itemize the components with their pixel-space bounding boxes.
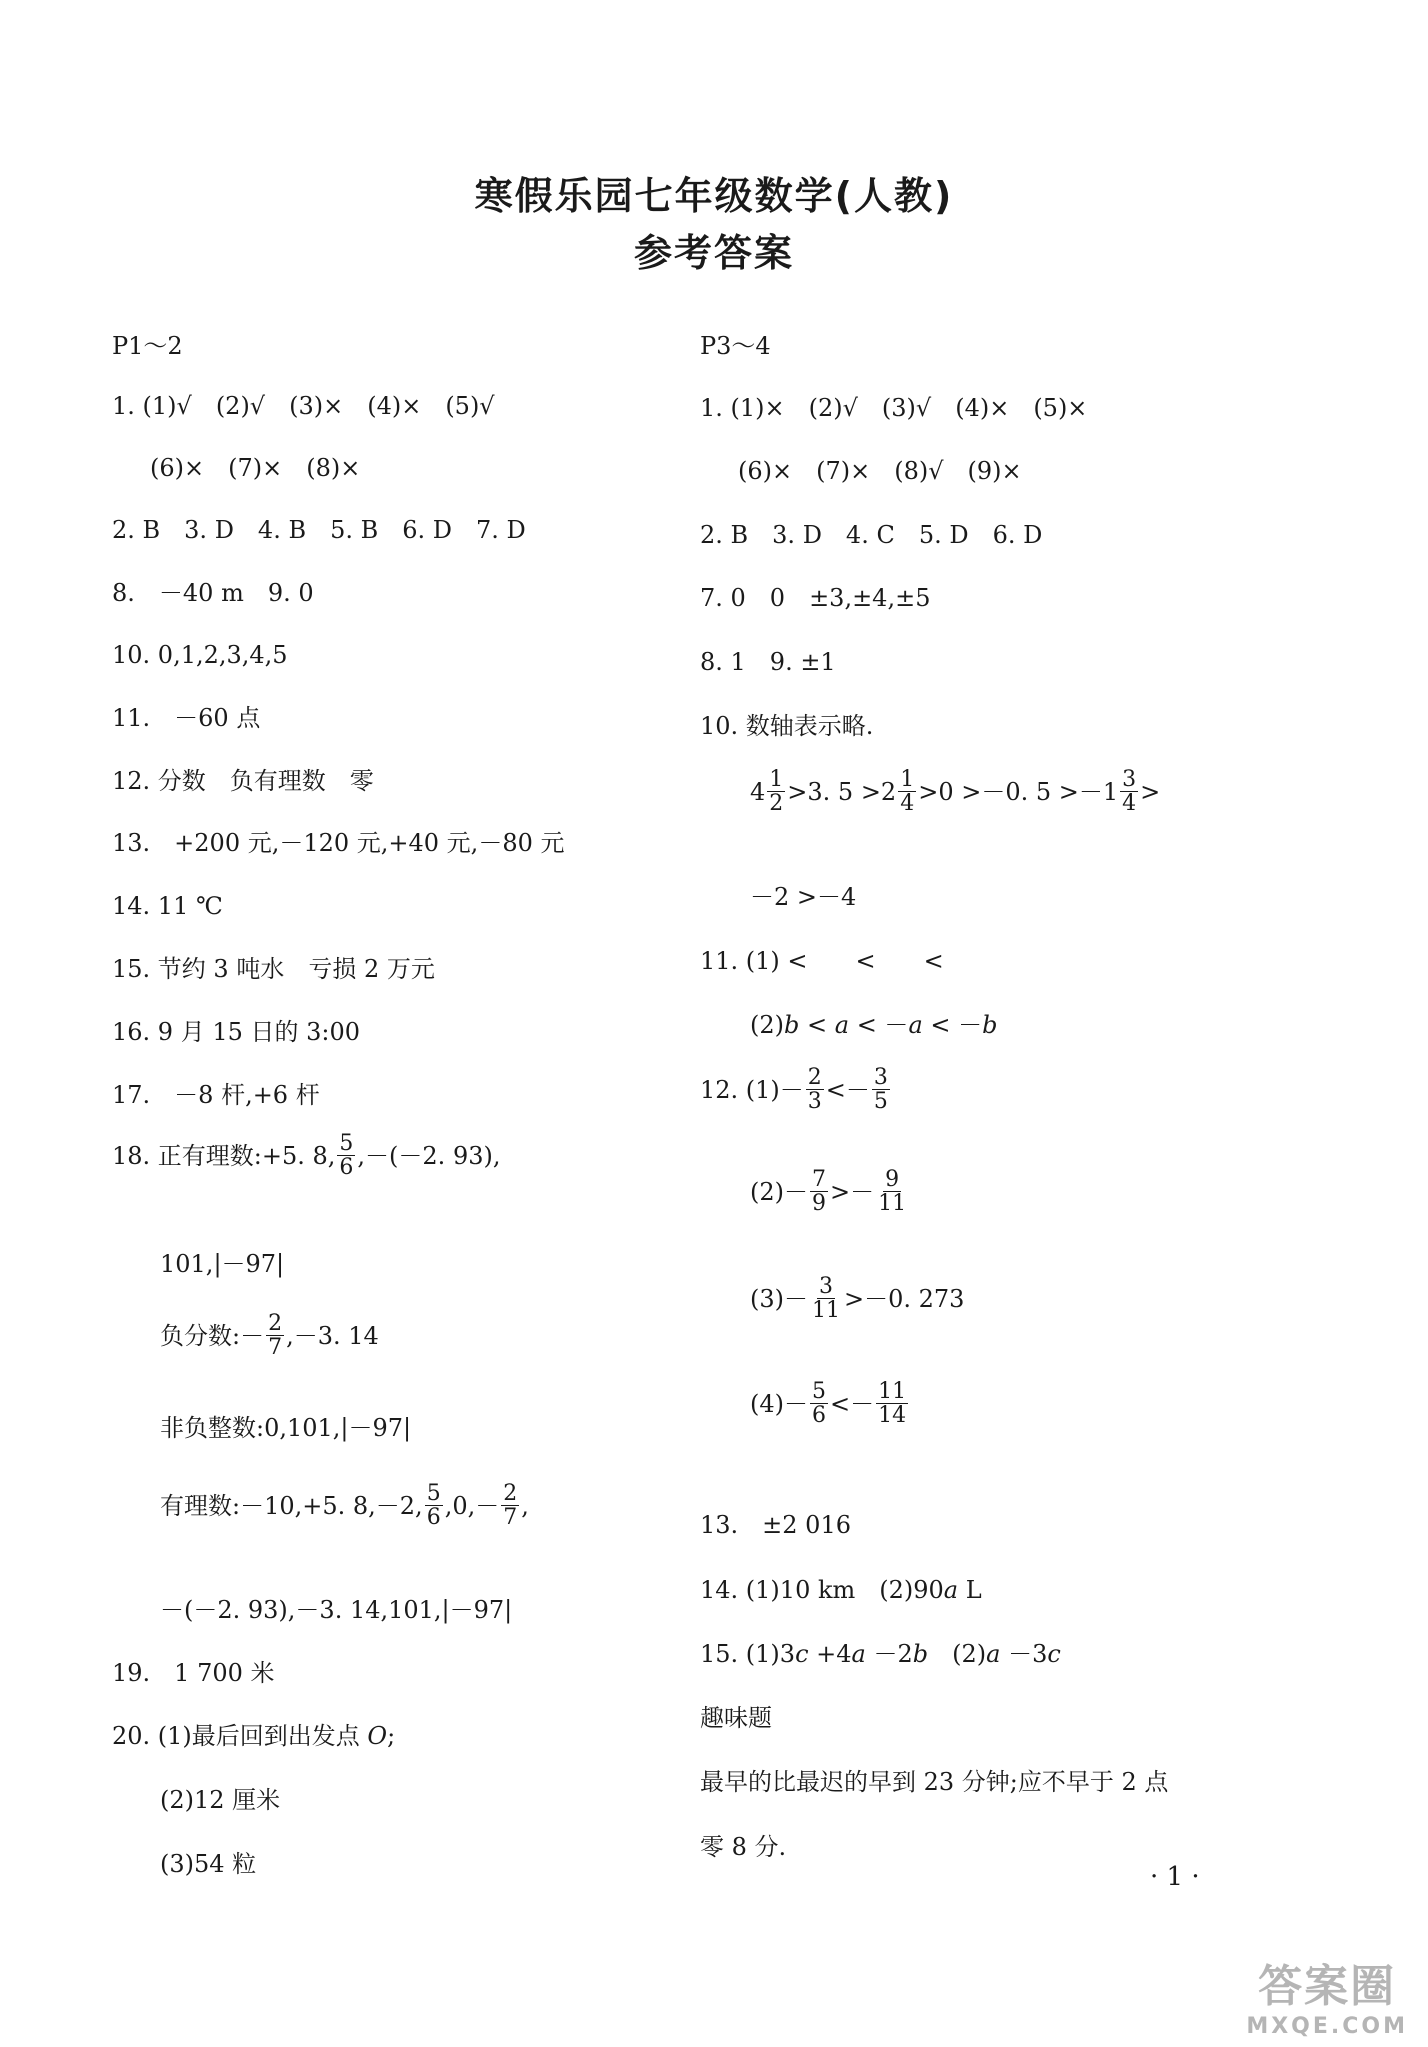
answer-line: (6)× (7)× (8)√ (9)× bbox=[738, 457, 1022, 485]
answer-line bbox=[750, 767, 1161, 817]
watermark-logo: 答案圈 bbox=[1258, 1961, 1397, 2012]
answer-line: 1. (1)× (2)√ (3)√ (4)× (5)× bbox=[700, 394, 1088, 422]
answer-line: (3)54 粒 bbox=[160, 1850, 257, 1878]
variable: b bbox=[784, 1011, 800, 1039]
variable: a bbox=[851, 1640, 866, 1668]
text: ,－3. 14 bbox=[286, 1322, 379, 1351]
text: >－ bbox=[830, 1178, 875, 1207]
answer-line: 零 8 分. bbox=[700, 1833, 787, 1861]
answer-line bbox=[700, 1642, 1061, 1666]
variable: a bbox=[908, 1011, 923, 1039]
fraction bbox=[810, 1168, 828, 1215]
answer-line bbox=[112, 1724, 395, 1748]
variable: b bbox=[982, 1011, 998, 1039]
denominator: 5 bbox=[873, 1089, 888, 1115]
answer-line: 最早的比最迟的早到 23 分钟;应不早于 2 点 bbox=[700, 1768, 1169, 1796]
fraction bbox=[1120, 768, 1138, 815]
text: 20. (1)最后回到出发点 bbox=[112, 1722, 368, 1750]
fraction bbox=[337, 1132, 355, 1179]
variable: b bbox=[912, 1640, 929, 1668]
answer-line: 13. ±2 016 bbox=[700, 1511, 851, 1539]
numerator: 5 bbox=[339, 1131, 354, 1156]
section-header: P3～4 bbox=[700, 332, 771, 360]
text: 负分数:－ bbox=[160, 1322, 265, 1351]
answer-line: 16. 9 月 15 日的 3:00 bbox=[112, 1018, 361, 1046]
variable: a bbox=[834, 1011, 850, 1039]
numerator: 7 bbox=[812, 1167, 826, 1192]
text: , bbox=[521, 1492, 529, 1521]
denominator: 6 bbox=[426, 1505, 441, 1531]
denominator: 2 bbox=[769, 791, 784, 817]
answer-line: 非负整数:0,101,|－97| bbox=[160, 1414, 412, 1442]
denominator: 4 bbox=[900, 791, 915, 817]
variable: c bbox=[795, 1640, 809, 1668]
text: >3. 5 >2 bbox=[787, 778, 897, 807]
section-heading: 趣味题 bbox=[700, 1704, 772, 1732]
answer-line: －2 >－4 bbox=[750, 883, 857, 911]
answer-line bbox=[700, 1065, 892, 1115]
variable: a bbox=[986, 1640, 1001, 1668]
numerator: 1 bbox=[769, 767, 784, 792]
text: L bbox=[958, 1576, 982, 1604]
fraction bbox=[425, 1482, 443, 1529]
text: < － bbox=[922, 1011, 983, 1039]
fraction bbox=[767, 768, 785, 815]
text: －3 bbox=[1000, 1640, 1048, 1668]
answer-line: 10. 数轴表示略. bbox=[700, 712, 874, 740]
answer-line: 17. －8 杆,+6 杆 bbox=[112, 1081, 320, 1109]
answer-line bbox=[750, 1274, 965, 1324]
numerator: 9 bbox=[885, 1167, 900, 1192]
answer-line: 13. +200 元,－120 元,+40 元,－80 元 bbox=[112, 829, 565, 857]
numerator: 3 bbox=[1122, 767, 1137, 792]
text: (3)－ bbox=[750, 1285, 808, 1314]
text: 15. (1)3 bbox=[700, 1640, 796, 1668]
answer-line: 19. 1 700 米 bbox=[112, 1659, 275, 1687]
fraction bbox=[876, 1380, 908, 1427]
answer-line bbox=[112, 1131, 501, 1181]
answer-line: 1. (1)√ (2)√ (3)× (4)× (5)√ bbox=[112, 392, 495, 420]
variable: O bbox=[367, 1722, 388, 1750]
fraction bbox=[806, 1066, 824, 1113]
answer-line bbox=[750, 1167, 910, 1217]
answer-line bbox=[750, 1379, 910, 1429]
answer-line bbox=[700, 1578, 982, 1602]
numerator: 1 bbox=[900, 767, 915, 792]
text: >－0. 273 bbox=[844, 1285, 965, 1314]
answer-line: 101,|－97| bbox=[160, 1250, 285, 1278]
fraction bbox=[876, 1168, 908, 1215]
text: 18. 正有理数:+5. 8, bbox=[112, 1142, 336, 1171]
answer-line bbox=[160, 1311, 379, 1361]
answer-line: 2. B 3. D 4. C 5. D 6. D bbox=[700, 521, 1043, 549]
variable: c bbox=[1047, 1640, 1061, 1668]
answer-line: 7. 0 0 ±3,±4,±5 bbox=[700, 584, 931, 612]
denominator: 7 bbox=[268, 1335, 283, 1361]
text: (2) bbox=[750, 1011, 784, 1039]
text: ; bbox=[387, 1722, 396, 1750]
fraction bbox=[898, 768, 916, 815]
text: <－ bbox=[830, 1390, 875, 1419]
page-title: 寒假乐园七年级数学(人教) bbox=[474, 174, 954, 218]
denominator: 11 bbox=[812, 1298, 840, 1324]
text: <－ bbox=[825, 1076, 870, 1105]
text: ,0,－ bbox=[444, 1492, 500, 1521]
answer-line: 15. 节约 3 吨水 亏损 2 万元 bbox=[112, 955, 435, 983]
text: 有理数:－10,+5. 8,－2, bbox=[160, 1492, 423, 1521]
answer-line bbox=[750, 1013, 998, 1037]
fraction bbox=[810, 1275, 842, 1322]
fraction bbox=[501, 1482, 519, 1529]
fraction bbox=[266, 1312, 284, 1359]
fraction bbox=[810, 1380, 828, 1427]
denominator: 4 bbox=[1122, 791, 1137, 817]
fraction bbox=[872, 1066, 890, 1113]
answer-line: 8. －40 m 9. 0 bbox=[112, 579, 314, 607]
numerator: 3 bbox=[819, 1274, 833, 1299]
text: ,－(－2. 93), bbox=[357, 1142, 501, 1171]
denominator: 6 bbox=[812, 1403, 826, 1429]
answer-line: 2. B 3. D 4. B 5. B 6. D 7. D bbox=[112, 516, 526, 544]
numerator: 5 bbox=[426, 1481, 441, 1506]
denominator: 6 bbox=[339, 1155, 354, 1181]
answer-line: －(－2. 93),－3. 14,101,|－97| bbox=[160, 1596, 513, 1624]
denominator: 9 bbox=[812, 1191, 826, 1217]
numerator: 2 bbox=[503, 1481, 518, 1506]
variable: a bbox=[943, 1576, 959, 1604]
answer-line: 11. (1) < < < bbox=[700, 947, 944, 975]
answer-line: (2)12 厘米 bbox=[160, 1786, 281, 1814]
denominator: 14 bbox=[878, 1403, 907, 1429]
text: 4 bbox=[750, 778, 766, 807]
section-header: P1～2 bbox=[112, 332, 183, 360]
denominator: 3 bbox=[807, 1089, 822, 1115]
numerator: 2 bbox=[807, 1065, 822, 1090]
text: 12. (1)－ bbox=[700, 1076, 804, 1105]
text: (2) bbox=[928, 1640, 987, 1668]
answer-line: 11. －60 点 bbox=[112, 704, 261, 732]
answer-line: 10. 0,1,2,3,4,5 bbox=[112, 641, 288, 669]
answer-line: (6)× (7)× (8)× bbox=[150, 454, 361, 482]
text: > bbox=[1140, 778, 1161, 807]
page-subtitle: 参考答案 bbox=[633, 231, 794, 275]
numerator: 2 bbox=[268, 1311, 283, 1336]
answer-line: 8. 1 9. ±1 bbox=[700, 648, 836, 676]
text: －2 bbox=[865, 1640, 913, 1668]
text: >0 >－0. 5 >－1 bbox=[918, 778, 1119, 807]
denominator: 7 bbox=[503, 1505, 518, 1531]
text: +4 bbox=[808, 1640, 852, 1668]
numerator: 11 bbox=[878, 1379, 907, 1404]
numerator: 3 bbox=[873, 1065, 888, 1090]
text: (4)－ bbox=[750, 1390, 808, 1419]
text: < bbox=[799, 1011, 835, 1039]
numerator: 5 bbox=[812, 1379, 826, 1404]
watermark bbox=[1246, 1950, 1408, 2039]
answer-line: 14. 11 ℃ bbox=[112, 892, 223, 920]
answer-line: 12. 分数 负有理数 零 bbox=[112, 767, 374, 795]
text: 14. (1)10 km (2)90 bbox=[700, 1576, 944, 1604]
text: < － bbox=[849, 1011, 909, 1039]
text: (2)－ bbox=[750, 1178, 808, 1207]
page-number: · 1 · bbox=[1150, 1862, 1200, 1892]
denominator: 11 bbox=[878, 1191, 907, 1217]
answer-line bbox=[160, 1481, 529, 1531]
watermark-url: MXQE.COM bbox=[1246, 2014, 1408, 2039]
